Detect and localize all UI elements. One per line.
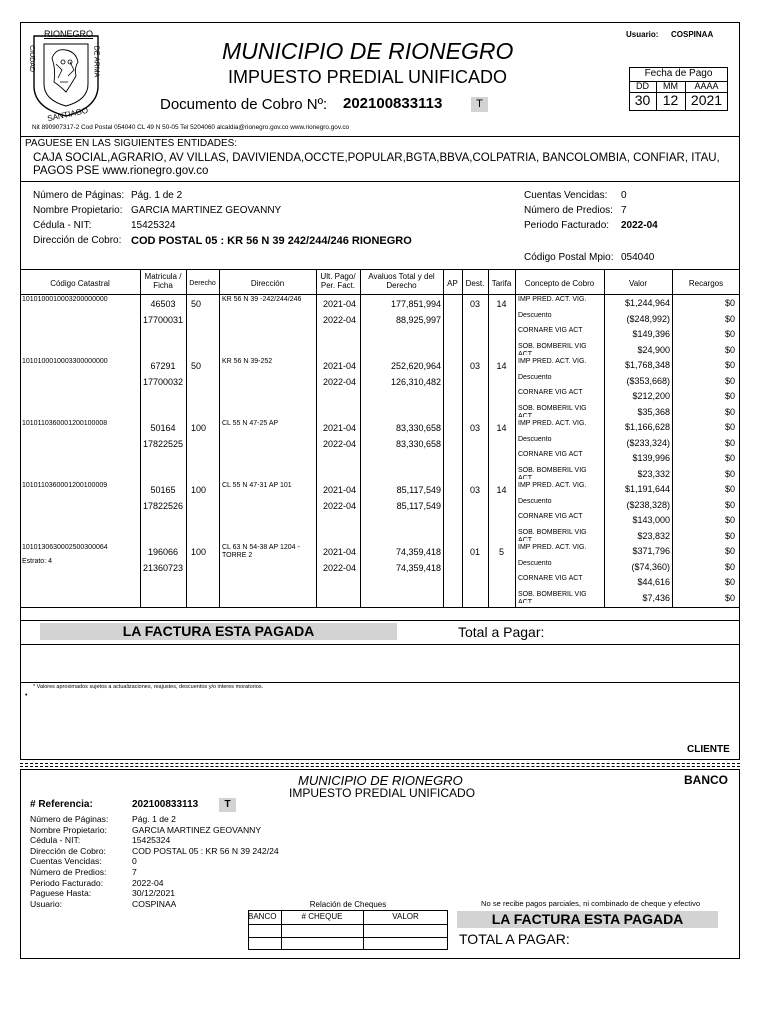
recargo: $0 bbox=[724, 530, 735, 541]
stub-info-label: Dirección de Cobro: bbox=[30, 845, 106, 856]
postal-value: 054040 bbox=[621, 252, 655, 263]
valor: $23,332 bbox=[637, 468, 670, 479]
aaaa-value: 2021 bbox=[690, 92, 723, 108]
avaluo-derecho: 126,310,482 bbox=[390, 377, 441, 387]
recargo: $0 bbox=[724, 344, 735, 355]
derecho: 100 bbox=[191, 547, 207, 557]
periodo-value: 2022-04 bbox=[621, 220, 658, 231]
destino: 03 bbox=[469, 299, 480, 309]
codigo-catastral: 1010100010003200000000 bbox=[22, 296, 108, 303]
paginas-label: Número de Páginas: bbox=[33, 190, 125, 201]
th-codigo: Código Catastral bbox=[50, 279, 110, 288]
direccion-label: Dirección de Cobro: bbox=[33, 235, 122, 246]
concepto-cobro: IMP PRED. ACT. VIG. bbox=[518, 296, 587, 303]
per-fact: 2022-04 bbox=[323, 563, 357, 573]
valor: ($238,328) bbox=[626, 499, 670, 510]
th-recargos: Recargos bbox=[688, 279, 724, 288]
matricula: 46503 bbox=[150, 299, 176, 309]
th-ultpago: Ult. Pago/ Per. Fact. bbox=[320, 272, 356, 290]
concepto-cobro: IMP PRED. ACT. VIG. bbox=[518, 358, 587, 365]
mm-label: MM bbox=[663, 81, 678, 91]
direccion: CL 55 N 47-31 AP 101 bbox=[222, 482, 292, 489]
doc-number: 202100833113 bbox=[343, 95, 443, 112]
recargo: $0 bbox=[724, 329, 735, 339]
stub-info-value: 0 bbox=[132, 856, 137, 867]
recargo: $0 bbox=[724, 484, 735, 494]
th-valor: Valor bbox=[628, 279, 648, 288]
concepto-cobro: IMP PRED. ACT. VIG. bbox=[518, 420, 587, 427]
paguese-line1: CAJA SOCIAL,AGRARIO, AV VILLAS, DAVIVIENDA,OCCTE,POPULAR,BGTA,BBVA,COLPATRIA, BANCOLOMBIA, CONFIAR, ITAU, bbox=[33, 152, 720, 164]
municipal-seal-icon bbox=[27, 28, 102, 120]
paguese-label: PAGUESE EN LAS SIGUIENTES ENTIDADES: bbox=[25, 138, 238, 149]
stub-info-label: Número de Páginas: bbox=[30, 814, 109, 824]
cliente-label: CLIENTE bbox=[687, 744, 730, 755]
stub-info-value: 7 bbox=[132, 867, 137, 877]
stub-info-value: 2022-04 bbox=[132, 877, 164, 888]
footer-bullet: • bbox=[25, 692, 28, 699]
valor: ($233,324) bbox=[626, 437, 670, 448]
valor: $371,796 bbox=[632, 546, 670, 556]
recargo: $0 bbox=[724, 313, 735, 324]
destino: 01 bbox=[469, 547, 480, 557]
cheques-banco: BANCO bbox=[248, 912, 277, 921]
derecho: 100 bbox=[191, 423, 207, 433]
stub-total-a-pagar: TOTAL A PAGAR: bbox=[459, 931, 570, 947]
recargo: $0 bbox=[724, 406, 735, 417]
tarifa: 14 bbox=[496, 299, 507, 309]
derecho: 50 bbox=[191, 299, 202, 309]
ficha: 17700031 bbox=[142, 315, 184, 325]
concepto-cobro: IMP PRED. ACT. VIG. bbox=[518, 544, 587, 551]
dd-label: DD bbox=[636, 81, 649, 91]
th-derecho: Derecho bbox=[189, 280, 216, 287]
cedula-label: Cédula - NIT: bbox=[33, 220, 92, 231]
tarifa: 14 bbox=[496, 361, 507, 371]
avaluo-derecho: 83,330,658 bbox=[395, 439, 441, 449]
per-pago: 2021-04 bbox=[323, 485, 357, 495]
ref-label: # Referencia: bbox=[30, 799, 93, 810]
per-fact: 2022-04 bbox=[323, 315, 357, 325]
concepto-cobro: Descuento bbox=[518, 311, 552, 319]
stub-info-value: GARCIA MARTINEZ GEOVANNY bbox=[132, 824, 262, 835]
vencidas-label: Cuentas Vencidas: bbox=[524, 190, 608, 201]
concepto-cobro: CORNARE VIG ACT bbox=[518, 327, 583, 334]
avaluo-total: 252,620,964 bbox=[390, 361, 441, 371]
recargo: $0 bbox=[724, 546, 735, 556]
derecho: 100 bbox=[191, 485, 207, 495]
recargo: $0 bbox=[724, 577, 735, 587]
stub-info-label: Periodo Facturado: bbox=[30, 877, 104, 888]
ficha: 17822525 bbox=[142, 439, 184, 449]
direccion-value: COD POSTAL 05 : KR 56 N 39 242/244/246 RIONEGRO bbox=[131, 235, 412, 247]
recargo: $0 bbox=[724, 499, 735, 510]
valor: $212,200 bbox=[632, 391, 670, 401]
stub-info-value: COD POSTAL 05 : KR 56 N 39 242/24 bbox=[132, 845, 279, 856]
per-pago: 2021-04 bbox=[323, 299, 357, 309]
recargo: $0 bbox=[724, 298, 735, 308]
seal-top-text: RIONEGRO bbox=[44, 29, 94, 39]
mm-value: 12 bbox=[662, 92, 679, 108]
estrato: Estrato: 4 bbox=[22, 558, 52, 565]
stub-info-value: COSPINAA bbox=[132, 898, 177, 909]
concepto-cobro: Descuento bbox=[518, 559, 552, 567]
valor: ($74,360) bbox=[631, 561, 670, 572]
seal-left-text: CIUDAD bbox=[27, 45, 35, 72]
stub-subtitle: IMPUESTO PREDIAL UNIFICADO bbox=[289, 786, 476, 800]
valor: $139,996 bbox=[632, 453, 670, 463]
fecha-pago-label: Fecha de Pago bbox=[644, 68, 713, 79]
concepto-cobro: CORNARE VIG ACT bbox=[518, 389, 583, 396]
periodo-label: Periodo Facturado: bbox=[524, 220, 610, 231]
stub-info-label: Paguese Hasta: bbox=[30, 888, 92, 899]
usuario-value: COSPINAA bbox=[671, 30, 714, 39]
dd-value: 30 bbox=[634, 92, 651, 108]
per-fact: 2022-04 bbox=[323, 501, 357, 511]
th-avaluos: Avaluos Total y del Derecho bbox=[368, 272, 435, 290]
recargo: $0 bbox=[724, 592, 735, 603]
factura-pagada-banner: LA FACTURA ESTA PAGADA bbox=[40, 623, 397, 640]
matricula: 50164 bbox=[150, 423, 176, 433]
valor: $24,900 bbox=[637, 344, 670, 355]
doc-flag: T bbox=[471, 97, 488, 112]
stub-info-value: Pág. 1 de 2 bbox=[132, 814, 176, 824]
avaluo-derecho: 74,359,418 bbox=[395, 563, 441, 573]
paguese-line2: PAGOS PSE www.rionegro.gov.co bbox=[33, 165, 209, 177]
valor: $1,768,348 bbox=[624, 360, 670, 370]
stub-title: MUNICIPIO DE RIONEGRO bbox=[298, 773, 463, 788]
recargo: $0 bbox=[724, 515, 735, 525]
concepto-cobro: SOB. BOMBERIL VIG ACT bbox=[518, 342, 587, 355]
predios-value: 7 bbox=[621, 205, 627, 216]
th-ap: AP bbox=[447, 279, 458, 288]
avaluo-total: 85,117,549 bbox=[396, 485, 441, 495]
concepto-cobro: CORNARE VIG ACT bbox=[518, 451, 583, 458]
banco-label: BANCO bbox=[684, 773, 728, 787]
stub-info-value: 30/12/2021 bbox=[132, 888, 176, 899]
tarifa: 14 bbox=[496, 485, 507, 495]
avaluo-total: 83,330,658 bbox=[395, 423, 441, 433]
avaluo-total: 74,359,418 bbox=[395, 547, 441, 557]
recargo: $0 bbox=[724, 360, 735, 370]
recargo: $0 bbox=[724, 437, 735, 448]
valor: $1,191,644 bbox=[624, 484, 670, 494]
per-fact: 2022-04 bbox=[323, 439, 357, 449]
avaluo-total: 177,851,994 bbox=[390, 299, 441, 309]
seal-bottom-text: SANTIAGO bbox=[46, 105, 89, 124]
destino: 03 bbox=[469, 485, 480, 495]
usuario-label: Usuario: bbox=[626, 30, 659, 39]
codigo-catastral: 1010100010003300000000 bbox=[22, 358, 108, 365]
page-title: MUNICIPIO DE RIONEGRO bbox=[222, 38, 514, 64]
seal-right-text: DE ARMA bbox=[92, 45, 100, 78]
cheques-numero: # CHEQUE bbox=[301, 912, 343, 921]
avaluo-derecho: 85,117,549 bbox=[396, 501, 441, 511]
stub-info-label: Cédula - NIT: bbox=[30, 835, 81, 846]
valor: $35,368 bbox=[637, 406, 670, 417]
stub-factura-pagada: LA FACTURA ESTA PAGADA bbox=[457, 911, 718, 928]
stub-info-label: Cuentas Vencidas: bbox=[30, 856, 102, 867]
codigo-catastral: 1010110360001200100009 bbox=[22, 482, 108, 489]
ref-flag: T bbox=[219, 798, 236, 812]
direccion: CL 63 N 54-38 AP 1204 - TORRE 2 bbox=[222, 544, 300, 559]
destino: 03 bbox=[469, 361, 480, 371]
cheques-title: Relación de Cheques bbox=[309, 900, 387, 909]
avaluo-derecho: 88,925,997 bbox=[395, 315, 441, 325]
stub-info-label: Nombre Propietario: bbox=[30, 824, 107, 835]
ficha: 17700032 bbox=[142, 377, 184, 387]
cedula-value: 15425324 bbox=[131, 220, 176, 231]
destino: 03 bbox=[469, 423, 480, 433]
per-pago: 2021-04 bbox=[323, 547, 357, 557]
per-fact: 2022-04 bbox=[323, 377, 357, 387]
per-pago: 2021-04 bbox=[323, 423, 357, 433]
direccion: CL 55 N 47-25 AP bbox=[222, 420, 279, 427]
th-concepto: Concepto de Cobro bbox=[524, 279, 595, 288]
stub-info-label: Usuario: bbox=[30, 898, 62, 909]
direccion: KR 56 N 39-252 bbox=[222, 358, 273, 365]
stub-info-label: Número de Predios: bbox=[30, 867, 107, 877]
valor: $143,000 bbox=[632, 515, 670, 525]
propietario-label: Nombre Propietario: bbox=[33, 205, 123, 216]
valor: $1,166,628 bbox=[624, 422, 670, 432]
valor: $23,832 bbox=[637, 530, 670, 541]
concepto-cobro: CORNARE VIG ACT bbox=[518, 575, 583, 582]
th-tarifa: Tarifa bbox=[491, 279, 512, 288]
derecho: 50 bbox=[191, 361, 202, 371]
propietario-value: GARCIA MARTINEZ GEOVANNY bbox=[131, 205, 282, 216]
th-direccion: Dirección bbox=[250, 279, 285, 288]
recargo: $0 bbox=[724, 391, 735, 401]
total-a-pagar-label: Total a Pagar: bbox=[458, 624, 545, 640]
valor: $44,616 bbox=[637, 577, 670, 587]
recargo: $0 bbox=[724, 468, 735, 479]
nit-line: Nit 890907317-2 Cod Postal 054040 CL 49 N 50-05 Tel 5204060 alcaldia@rionegro.gov.co www.rionegro.gov.co bbox=[32, 124, 350, 131]
matricula: 196066 bbox=[147, 547, 179, 557]
recargo: $0 bbox=[724, 422, 735, 432]
concepto-cobro: SOB. BOMBERIL VIG ACT bbox=[518, 404, 587, 417]
concepto-cobro: Descuento bbox=[518, 497, 552, 505]
concepto-cobro: Descuento bbox=[518, 435, 552, 443]
ficha: 21360723 bbox=[142, 563, 184, 573]
vencidas-value: 0 bbox=[621, 190, 627, 201]
aaaa-label: AAAA bbox=[694, 81, 719, 91]
valor: $7,436 bbox=[642, 592, 670, 603]
concepto-cobro: SOB. BOMBERIL VIG ACT bbox=[518, 590, 587, 603]
concepto-cobro: SOB. BOMBERIL VIG ACT bbox=[518, 528, 587, 541]
recargo: $0 bbox=[724, 453, 735, 463]
codigo-catastral: 1010110360001200100008 bbox=[22, 420, 108, 427]
ficha: 17822526 bbox=[142, 501, 184, 511]
th-matricula: Matricula / Ficha bbox=[144, 272, 182, 290]
tarifa: 5 bbox=[498, 547, 504, 557]
paginas-value: Pág. 1 de 2 bbox=[131, 190, 183, 201]
th-dest: Dest. bbox=[465, 279, 485, 288]
matricula: 50165 bbox=[150, 485, 176, 495]
no-parciales-note: No se recibe pagos parciales, ni combinado de cheque y efectivo bbox=[481, 899, 701, 908]
footer-note: * Valores aproximados sujetos a actualizaciones, reajustes, descuentos y/o interes moratorios. bbox=[33, 684, 264, 690]
concepto-cobro: SOB. BOMBERIL VIG ACT bbox=[518, 466, 587, 479]
recargo: $0 bbox=[724, 375, 735, 386]
page-subtitle: IMPUESTO PREDIAL UNIFICADO bbox=[228, 67, 508, 87]
matricula: 67291 bbox=[150, 361, 176, 371]
doc-label: Documento de Cobro Nº: bbox=[160, 96, 328, 113]
stub-info-value: 15425324 bbox=[132, 835, 171, 846]
recargo: $0 bbox=[724, 561, 735, 572]
concepto-cobro: IMP PRED. ACT. VIG. bbox=[518, 482, 587, 489]
direccion: KR 56 N 39 -242/244/246 bbox=[222, 296, 302, 303]
cheques-valor: VALOR bbox=[392, 912, 419, 921]
postal-label: Código Postal Mpio: bbox=[524, 252, 614, 263]
codigo-catastral: 1010130630002500300064 bbox=[22, 544, 108, 551]
per-pago: 2021-04 bbox=[323, 361, 357, 371]
valor: ($248,992) bbox=[626, 313, 670, 324]
valor: $1,244,964 bbox=[624, 298, 670, 308]
ref-value: 202100833113 bbox=[132, 799, 199, 810]
concepto-cobro: CORNARE VIG ACT bbox=[518, 513, 583, 520]
concepto-cobro: Descuento bbox=[518, 373, 552, 381]
valor: ($353,668) bbox=[626, 375, 670, 386]
tarifa: 14 bbox=[496, 423, 507, 433]
valor: $149,396 bbox=[632, 329, 670, 339]
predios-label: Número de Predios: bbox=[524, 205, 613, 216]
